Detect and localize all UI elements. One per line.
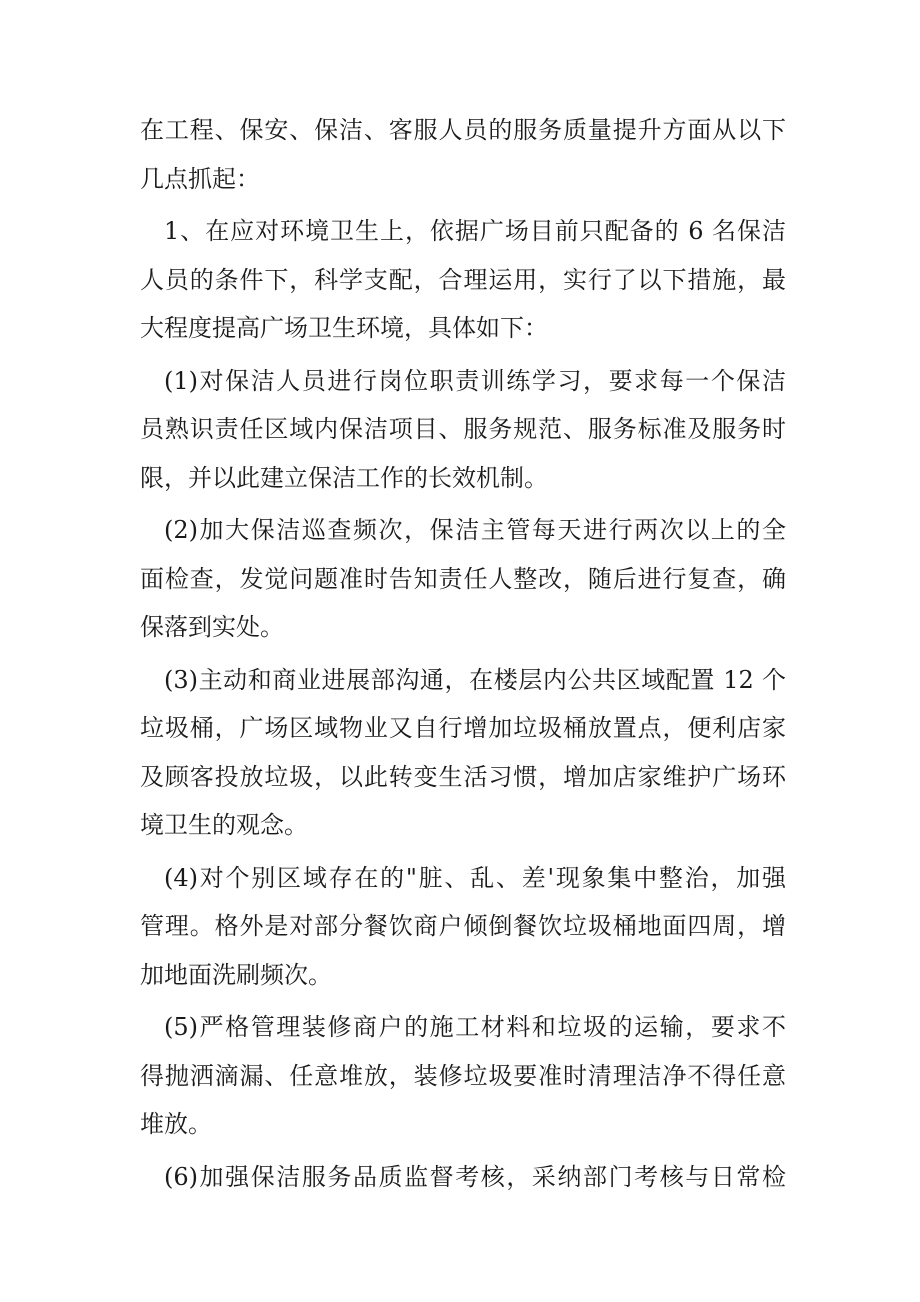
text-line: (6)加强保洁服务品质监督考核，采纳部门考核与日常检 [164,1162,786,1191]
document-body [140,106,786,1205]
paragraph-subitem-2 [140,506,786,652]
text-line: 在工程、保安、保洁、客服人员的服务质量提升方面从以下 [140,116,786,144]
text-line: 得抛洒滴漏、任意堆放，装修垃圾要准时清理洁净不得任意 [140,1061,786,1090]
text-line: 管理。格外是对部分餐饮商户倾倒餐饮垃圾桶地面四周，增 [140,912,786,940]
text-line: 境卫生的观念。 [140,811,308,839]
paragraph-subitem-1 [140,357,786,503]
text-line: 加地面洗刷频次。 [140,960,332,989]
text-line: 及顾客投放垃圾，以此转变生活习惯，增加店家维护广场环 [140,762,786,791]
text-line: 垃圾桶，广场区域物业又自行增加垃圾桶放置点，便利店家 [140,714,786,742]
paragraph-subitem-5 [140,1003,786,1149]
text-line: (2)加大保洁巡查频次，保洁主管每天进行两次以上的全 [164,516,786,544]
text-line: 保落到实处。 [140,613,284,641]
paragraph-subitem-4 [140,854,786,1000]
text-line: 限，并以此建立保洁工作的长效机制。 [140,463,548,492]
paragraph-intro [140,106,786,203]
paragraph-subitem-6 [140,1153,786,1202]
text-line: (3)主动和商业进展部沟通，在楼层内公共区域配置 12 个 [164,665,786,694]
text-line: (1)对保洁人员进行岗位职责训练学习，要求每一个保洁 [164,366,786,395]
text-line: (5)严格管理装修商户的施工材料和垃圾的运输，要求不 [164,1013,786,1041]
paragraph-subitem-3 [140,656,786,850]
text-line: 大程度提高广场卫生环境，具体如下： [140,314,548,342]
text-line: 堆放。 [140,1110,212,1138]
text-line: 员熟识责任区域内保洁项目、服务规范、服务标准及服务时 [140,415,786,443]
text-line: 人员的条件下，科学支配，合理运用，实行了以下措施，最 [140,265,786,294]
paragraph-item-1 [140,207,786,353]
text-line: 面检查，发觉问题准时告知责任人整改，随后进行复查，确 [140,564,786,593]
text-line: 1、在应对环境卫生上，依据广场目前只配备的 6 名保洁 [164,217,786,245]
text-line: 几点抓起： [140,164,260,193]
text-line: (4)对个别区域存在的"脏、乱、差'现象集中整治，加强 [164,863,786,892]
